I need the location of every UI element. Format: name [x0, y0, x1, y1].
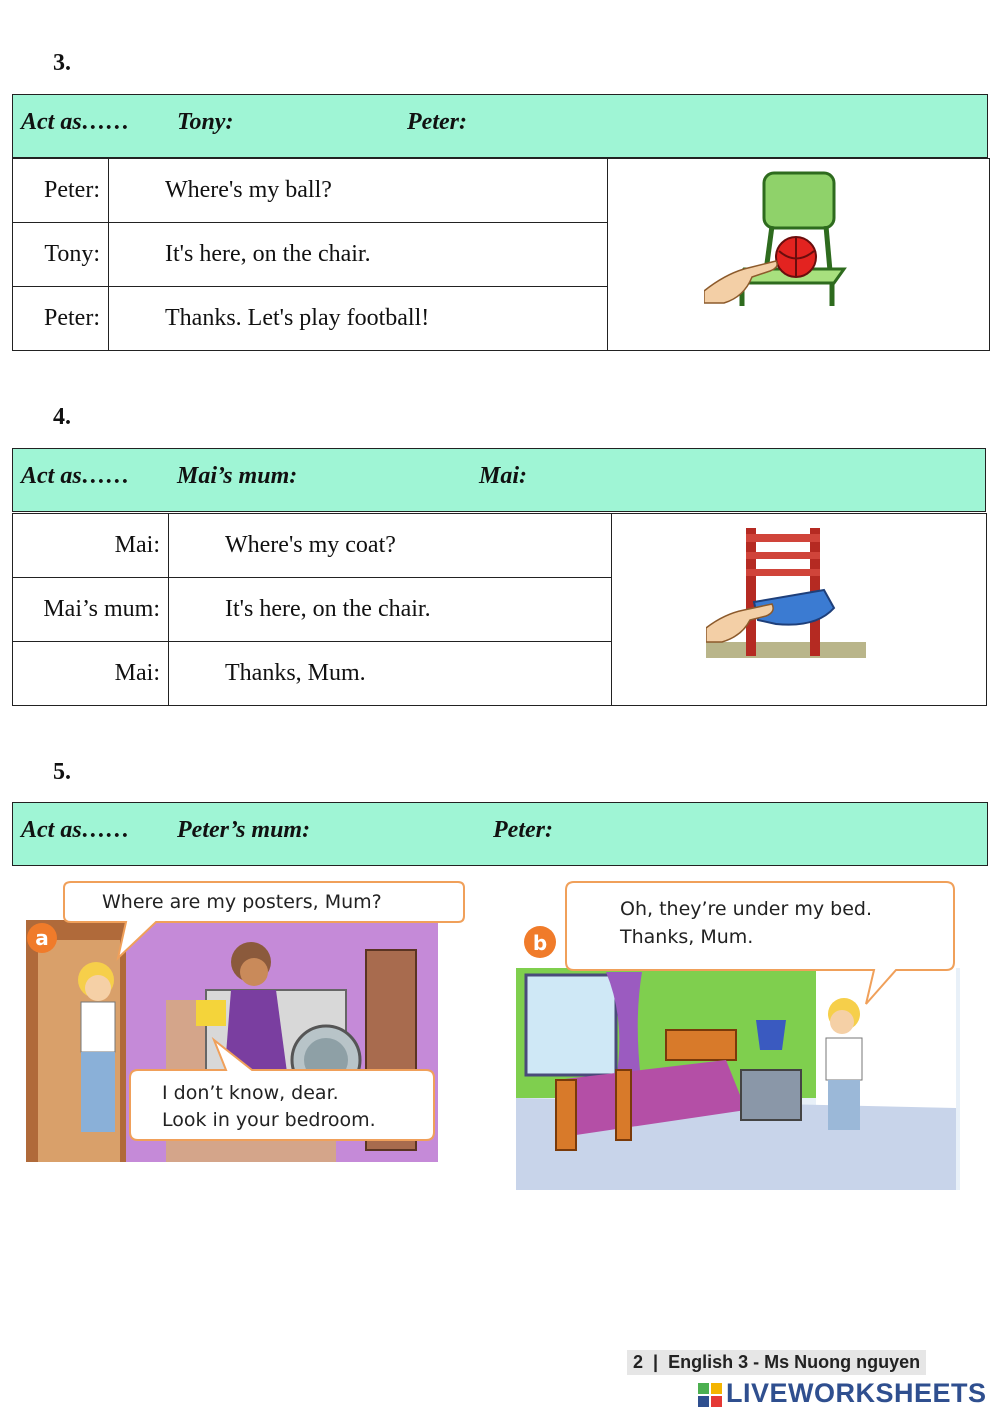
- comic-panel-b: [516, 880, 960, 1192]
- role-2-label: Peter:: [493, 817, 553, 843]
- speaker-cell: Peter:: [13, 159, 109, 223]
- speaker-cell: Mai’s mum:: [13, 578, 169, 642]
- dialogue-line: Thanks, Mum.: [169, 642, 612, 706]
- bubble-where-are-posters: Where are my posters, Mum?: [102, 891, 382, 913]
- speaker-cell: Mai:: [13, 642, 169, 706]
- role-1-label: Mai’s mum:: [177, 463, 298, 489]
- section-3-dialogue-table: [12, 158, 990, 351]
- panel-letter-b: b: [532, 931, 548, 955]
- role-2-label: Peter:: [407, 109, 467, 135]
- ball-on-chair-picture: [608, 159, 990, 351]
- dialogue-line: It's here, on the chair.: [109, 223, 608, 287]
- liveworksheets-brand[interactable]: LIVEWORKSHEETS: [726, 1378, 987, 1408]
- page-footer: [627, 1350, 926, 1375]
- role-2-label: Mai:: [479, 463, 527, 489]
- bubble-look-bedroom: Look in your bedroom.: [162, 1109, 376, 1131]
- section-4-dialogue-table: [12, 513, 987, 706]
- coat-chair-illustration: [706, 524, 876, 664]
- liveworksheets-logo-icon: [698, 1383, 722, 1407]
- act-as-label: Act as……: [21, 463, 130, 489]
- speaker-cell: Tony:: [13, 223, 109, 287]
- role-1-label: Tony:: [177, 109, 234, 135]
- coat-on-chair-picture: [612, 514, 987, 706]
- bubble-dont-know: I don’t know, dear.: [162, 1082, 339, 1104]
- dialogue-line: Where's my coat?: [169, 514, 612, 578]
- act-as-label: Act as……: [21, 109, 130, 135]
- section-4-header: [12, 448, 986, 512]
- bubble-under-bed: Oh, they’re under my bed.: [620, 898, 872, 920]
- dialogue-line: Where's my ball?: [109, 159, 608, 223]
- footer-separator: |: [653, 1352, 659, 1372]
- section-3-number: 3.: [53, 50, 71, 76]
- section-4-number: 4.: [53, 404, 71, 430]
- section-3-header: [12, 94, 988, 158]
- panel-letter-a: a: [35, 926, 49, 950]
- dialogue-line: It's here, on the chair.: [169, 578, 612, 642]
- speaker-cell: Peter:: [13, 287, 109, 351]
- section-5-number: 5.: [53, 759, 71, 785]
- role-1-label: Peter’s mum:: [177, 817, 311, 843]
- bubble-thanks-mum: Thanks, Mum.: [620, 926, 754, 948]
- ball-chair-illustration: [704, 171, 924, 311]
- act-as-label: Act as……: [21, 817, 130, 843]
- page-number: 2: [633, 1352, 644, 1372]
- section-5-header: [12, 802, 988, 866]
- comic-panel-a: [26, 880, 466, 1165]
- dialogue-line: Thanks. Let's play football!: [109, 287, 608, 351]
- speaker-cell: Mai:: [13, 514, 169, 578]
- footer-title: English 3 - Ms Nuong nguyen: [668, 1352, 921, 1372]
